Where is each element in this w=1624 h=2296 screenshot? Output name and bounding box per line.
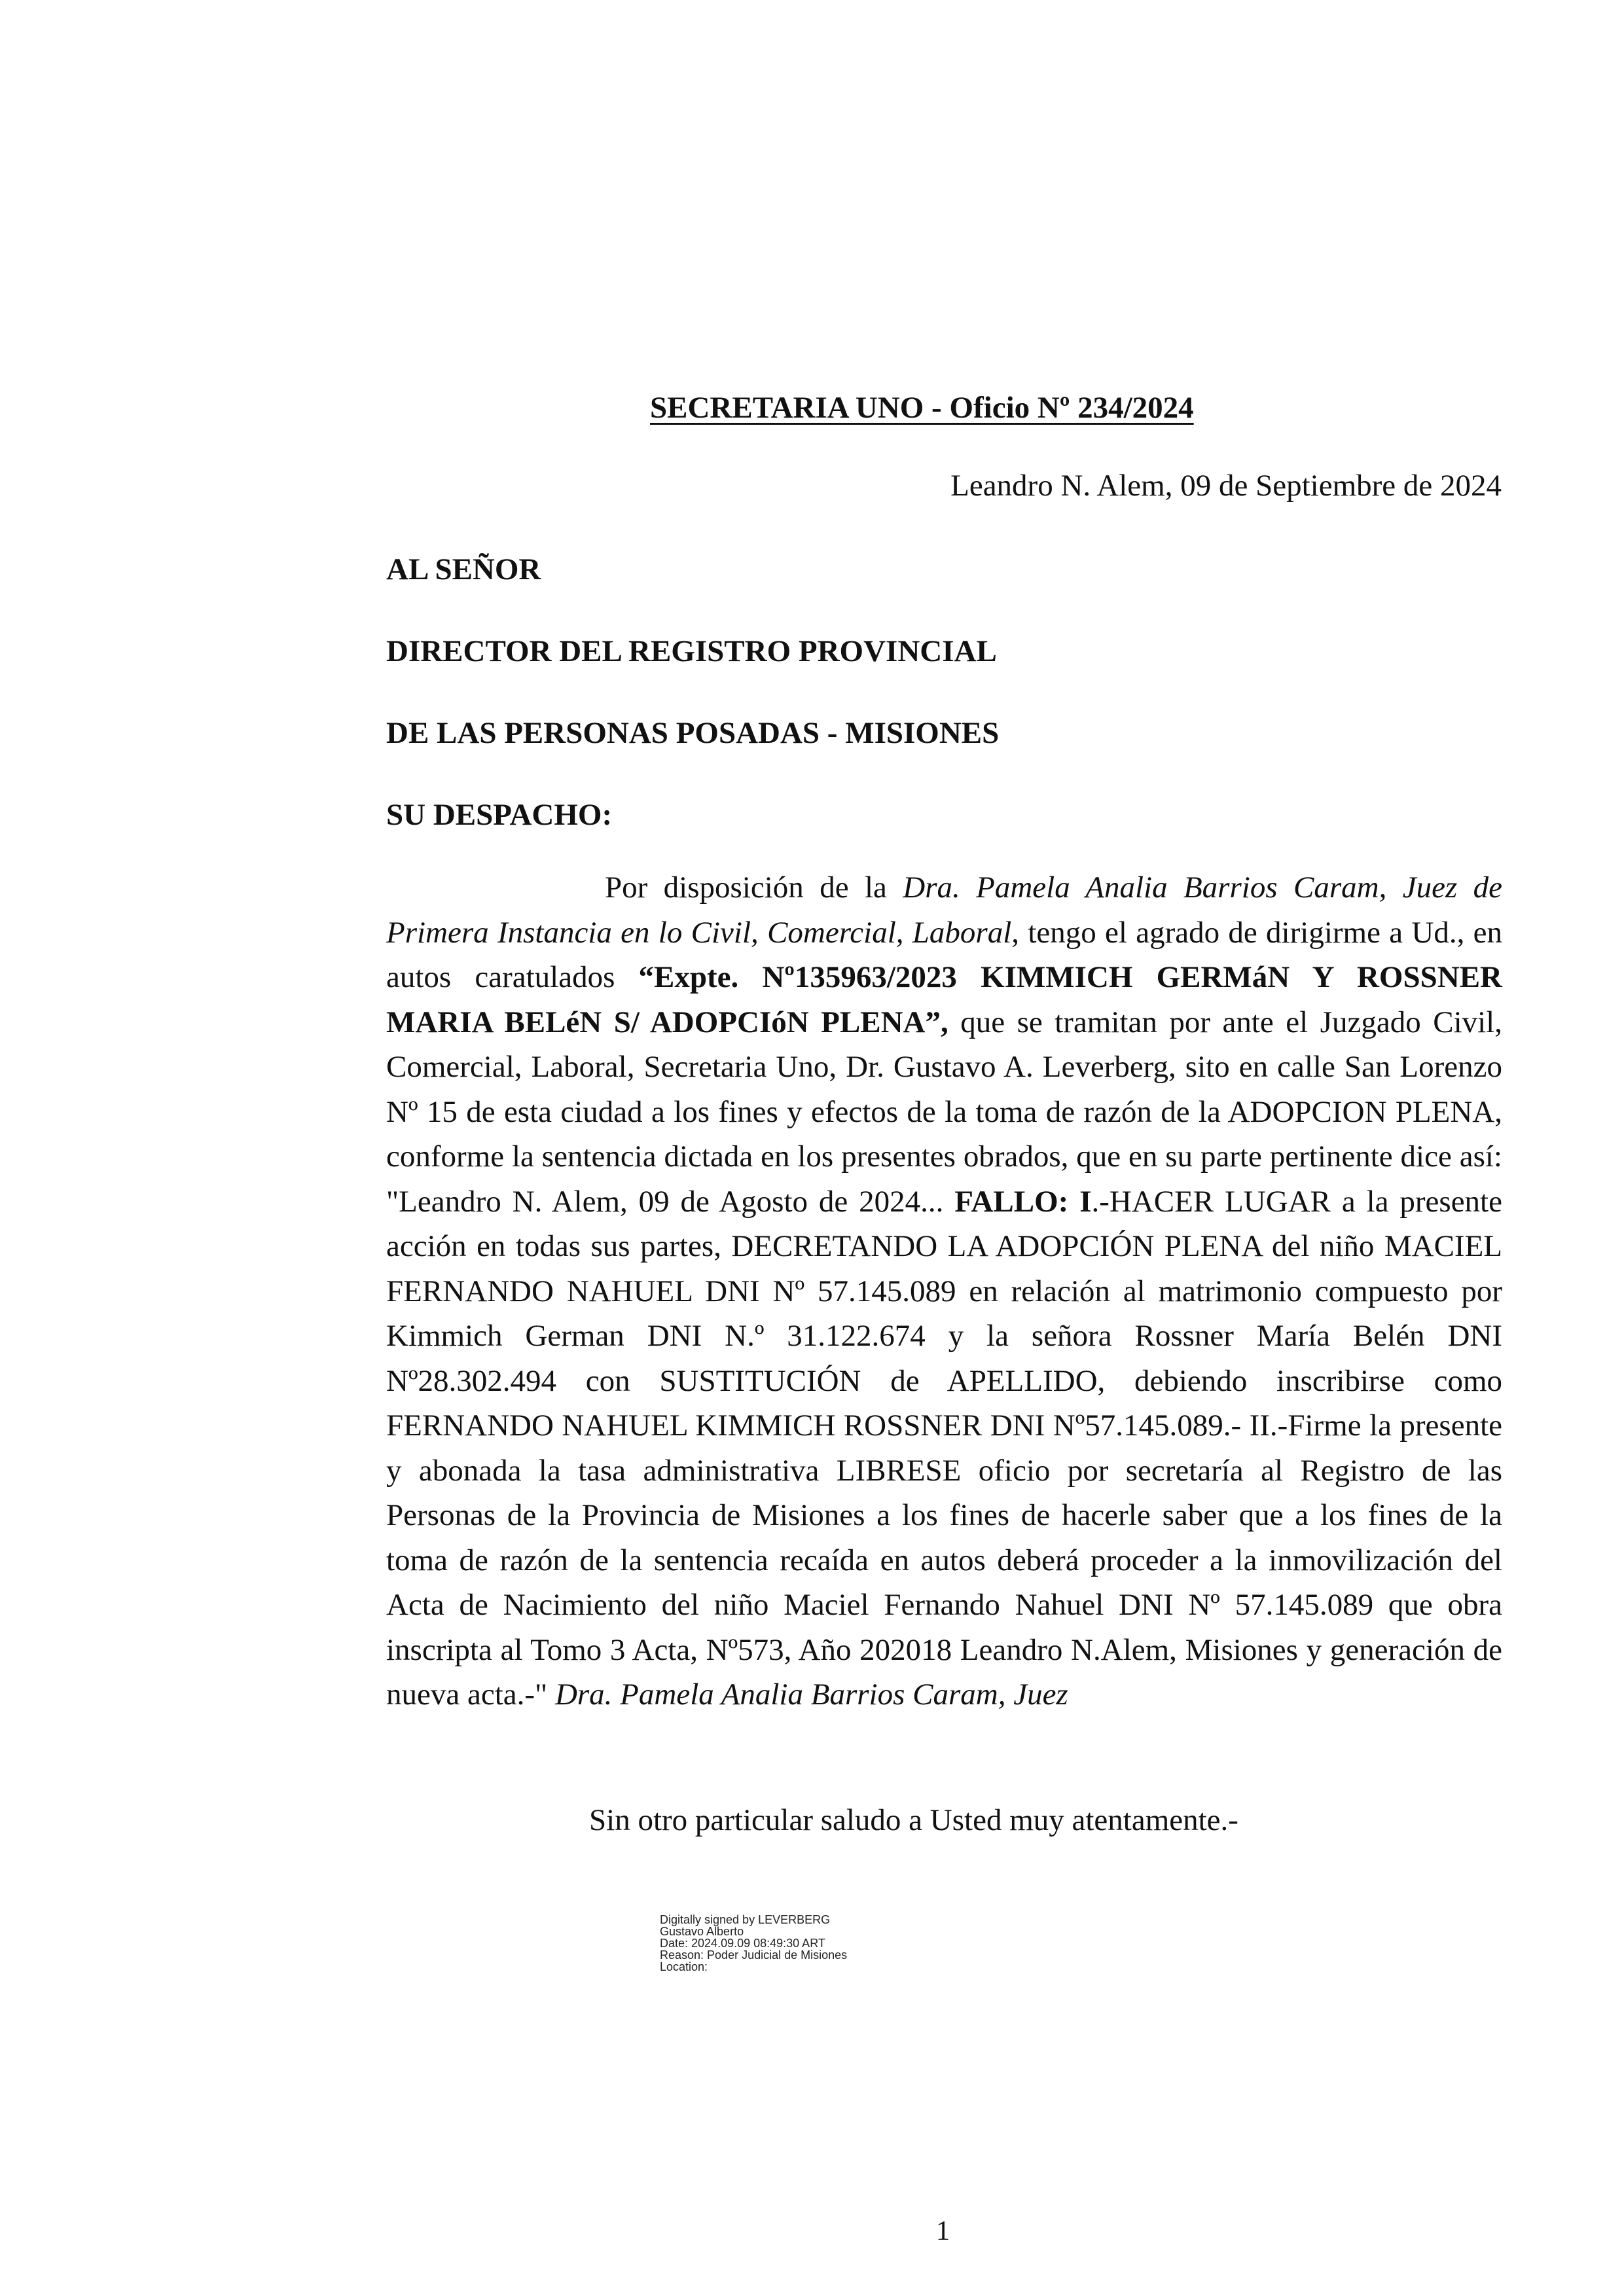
letter-body	[386, 865, 1502, 1717]
body-intro: Por disposición de la	[605, 870, 903, 905]
body-text-4: .-HACER LUGAR a la presente acción en todas sus partes, DECRETANDO LA ADOPCIÓN PLENA del niño MACIEL FERNANDO NAHUEL DNI Nº 57.145.089 en relación al matrimonio compuesto por Kimmich German DNI N.º 31.122.674 y la señora Rossner María Belén DNI Nº28.302.494 con SUSTITUCIÓN de APELLIDO, debiendo inscribirse como FERNANDO NAHUEL KIMMICH ROSSNER DNI Nº57.145.089.- II.-Firme la presente y abonada la tasa administrativa LIBRESE oficio por secretaría al Registro de las Personas de la Provincia de Misiones a los fines de hacerle saber que a los fines de la toma de razón de la sentencia recaída en autos deberá proceder a la inmovilización del Acta de Nacimiento del niño Maciel Fernando Nahuel DNI Nº 57.145.089 que obra inscripta al Tomo 3 Acta, Nº573, Año 202018 Leandro N.Alem, Misiones y generación de nueva acta.-"	[386, 1184, 1502, 1712]
page-number: 1	[936, 2216, 950, 2246]
place-date: Leandro N. Alem, 09 de Septiembre de 2024	[950, 469, 1502, 503]
body-text-2: , tengo el agrado de dirigirme a Ud., en autos caratulados	[386, 915, 1502, 994]
recipient-line-4: SU DESPACHO:	[386, 798, 613, 832]
signature-line-5: Location:	[660, 1960, 708, 1973]
fallo-label: FALLO: I	[954, 1184, 1092, 1219]
recipient-line-1: AL SEÑOR	[386, 552, 541, 586]
judge-reference: Dra. Pamela Analia Barrios Caram, Juez de Primera Instancia en lo Civil, Comercial, Laboral	[386, 870, 1503, 950]
signature-line-2: Gustavo Alberto	[660, 1925, 744, 1938]
signature-line-1: Digitally signed by LEVERBERG	[660, 1913, 831, 1926]
recipient-line-2: DIRECTOR DEL REGISTRO PROVINCIAL	[386, 634, 997, 668]
signature-line-3: Date: 2024.09.09 08:49:30 ART	[660, 1937, 825, 1950]
body-text-3: que se tramitan por ante el Juzgado Civil, Comercial, Laboral, Secretaria Uno, Dr. Gustavo A. Leverberg, sito en calle San Lorenzo Nº 15 de esta ciudad a los fines y efectos de la toma de razón de la ADOPCION PLENA, conforme la sentencia dictada en los presentes obrados, que en su parte pertinente dice así: "Leandro N. Alem, 09 de Agosto de 2024...	[386, 1005, 1502, 1219]
document-title: SECRETARIA UNO - Oficio Nº 234/2024	[650, 391, 1194, 425]
case-title: “Expte. Nº135963/2023 KIMMICH GERMáN Y ROSSNER MARIA BELéN S/ ADOPCIóN PLENA”,	[386, 960, 1502, 1039]
closing-line: Sin otro particular saludo a Usted muy atentamente.-	[589, 1803, 1238, 1837]
signature-line-4: Reason: Poder Judicial de Misiones	[660, 1948, 848, 1962]
judge-signoff: Dra. Pamela Analia Barrios Caram, Juez	[554, 1677, 1068, 1712]
digital-signature-block	[660, 1914, 847, 1973]
recipient-line-3: DE LAS PERSONAS POSADAS - MISIONES	[386, 716, 1000, 750]
